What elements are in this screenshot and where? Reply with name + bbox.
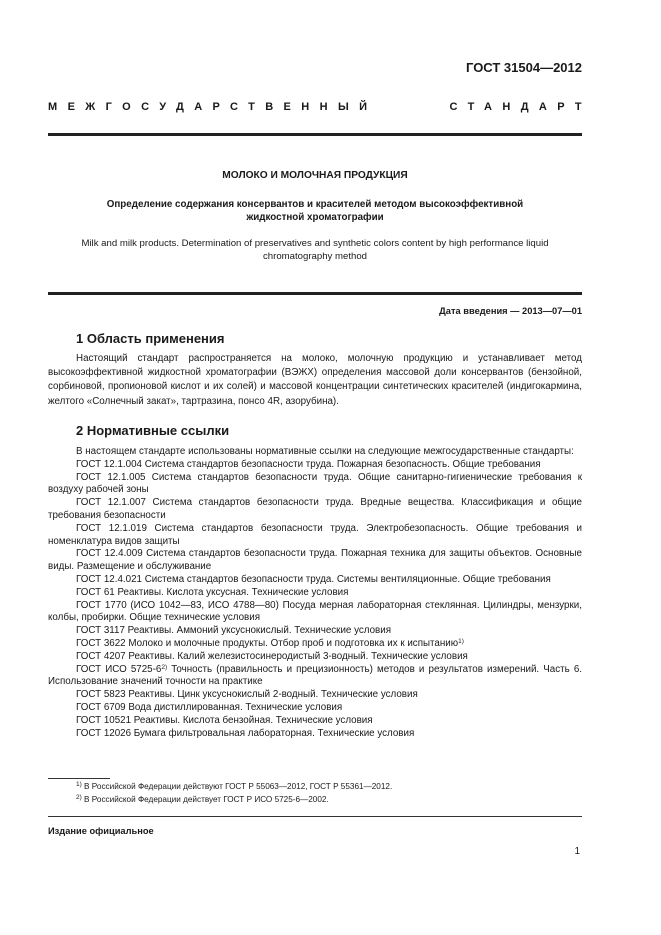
reference-item: ГОСТ 1770 (ИСО 1042—83, ИСО 4788—80) Посуда мерная лабораторная стеклянная. Цилиндры, мензурки, колбы, пробирки. Общие технические условия xyxy=(48,599,582,624)
reference-item: ГОСТ 12.1.004 Система стандартов безопасности труда. Пожарная безопасность. Общие требования xyxy=(76,458,541,470)
footer-rule xyxy=(48,816,582,817)
references-list xyxy=(48,446,582,740)
references-intro: В настоящем стандарте использованы нормативные ссылки на следующие межгосударственные стандарты: xyxy=(76,446,574,457)
reference-code: ГОСТ ИСО 5725-6 xyxy=(76,663,162,675)
header-rule xyxy=(48,133,582,136)
reference-text: ГОСТ 3622 Молоко и молочные продукты. Отбор проб и подготовка их к испытанию xyxy=(76,637,459,649)
english-title-line: Milk and milk products. Determination of preservatives and synthetic colors content by high performance liquid xyxy=(81,238,549,249)
standard-type-right: СТАНДАРТ xyxy=(449,101,592,113)
reference-text: Точность (правильность и прецизионность) методов и результатов измерений. Часть 6. Использование значений точности на практике xyxy=(48,663,582,688)
subtitle-line: жидкостной хроматографии xyxy=(246,212,384,223)
english-title-line: chromatography method xyxy=(263,251,367,262)
reference-item: ГОСТ 12.4.009 Система стандартов безопасности труда. Пожарная техника для защиты объектов. Основные виды. Размещение и обслуживание xyxy=(48,548,582,573)
reference-item: ГОСТ 4207 Реактивы. Калий железистосинеродистый 3-водный. Технические условия xyxy=(76,650,468,662)
document-subtitle xyxy=(70,198,560,224)
official-edition-label: Издание официальное xyxy=(48,826,154,836)
reference-item xyxy=(48,664,582,690)
reference-item: ГОСТ 61 Реактивы. Кислота уксусная. Технические условия xyxy=(76,586,349,598)
reference-item: ГОСТ 12.1.019 Система стандартов безопасности труда. Электробезопасность. Общие требования и номенклатура видов защиты xyxy=(48,522,582,547)
footnote-rule xyxy=(48,778,110,779)
reference-item: ГОСТ 12.1.007 Система стандартов безопасности труда. Вредные вещества. Классификация и общие требования безопасности xyxy=(48,497,582,521)
footnote-marker: 2) xyxy=(161,663,168,671)
standard-type-left: МЕЖГОСУДАРСТВЕННЫЙ xyxy=(48,101,378,113)
reference-item: ГОСТ 10521 Реактивы. Кислота бензойная. Технические условия xyxy=(76,714,373,726)
title-rule xyxy=(48,292,582,295)
scope-text: Настоящий стандарт распространяется на молоко, молочную продукцию и устанавливает метод высокоэффективной жидкостной хроматографии (ВЭЖХ) определения массовой доли консервантов (бензойной, сорбиновой, пропионовой кислот и их солей) и массовой концентрации синтетических красителей (индигокармина, желтого «Солнечный закат», тартразина, понсо 4R, азорубина). xyxy=(48,353,582,407)
reference-item: ГОСТ 6709 Вода дистиллированная. Технические условия xyxy=(76,701,343,713)
reference-item xyxy=(48,638,582,651)
reference-item: ГОСТ 3117 Реактивы. Аммоний уксуснокислый. Технические условия xyxy=(76,625,392,637)
scope-paragraph xyxy=(48,352,582,409)
footnote-marker: 1) xyxy=(76,781,82,788)
footnote-text: В Российской Федерации действует ГОСТ Р ИСО 5725-6—2002. xyxy=(81,795,329,804)
reference-item: ГОСТ 12.4.021 Система стандартов безопасности труда. Системы вентиляционные. Общие требования xyxy=(76,573,551,585)
reference-item: ГОСТ 5823 Реактивы. Цинк уксуснокислый 2-водный. Технические условия xyxy=(76,689,418,701)
document-code: ГОСТ 31504—2012 xyxy=(466,60,582,75)
page-number: 1 xyxy=(574,846,580,857)
section-heading-references: 2 Нормативные ссылки xyxy=(76,423,230,438)
footnote-text: В Российской Федерации действуют ГОСТ Р 55063—2012, ГОСТ Р 55361—2012. xyxy=(81,782,393,791)
section-heading-scope: 1 Область применения xyxy=(76,331,225,346)
document-title: МОЛОКО И МОЛОЧНАЯ ПРОДУКЦИЯ xyxy=(222,170,408,181)
english-title xyxy=(48,237,582,263)
footnote-2 xyxy=(48,795,329,804)
reference-item: ГОСТ 12.1.005 Система стандартов безопасности труда. Общие санитарно-гигиенические требования к воздуху рабочей зоны xyxy=(48,471,582,496)
footnote-marker: 1) xyxy=(458,637,464,645)
introduction-date: Дата введения — 2013—07—01 xyxy=(439,306,582,316)
subtitle-line: Определение содержания консервантов и красителей методом высокоэффективной xyxy=(106,199,524,210)
reference-item: ГОСТ 12026 Бумага фильтровальная лабораторная. Технические условия xyxy=(76,727,415,739)
footnote-marker: 2) xyxy=(76,794,82,801)
footnote-1 xyxy=(48,782,392,791)
